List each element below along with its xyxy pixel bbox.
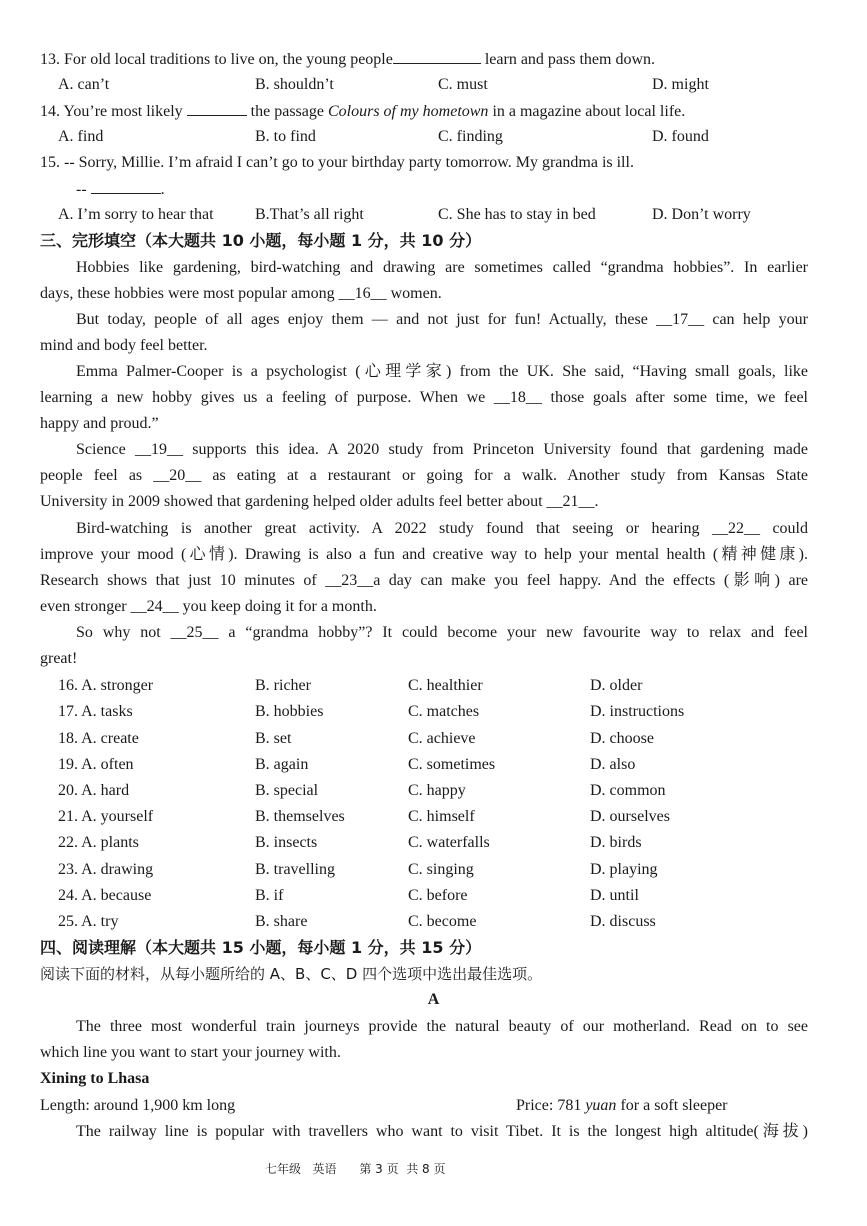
q25-option-c: C. become [408, 913, 477, 930]
q14-option-a: A. find [58, 128, 104, 145]
cloze-line-5: Emma Palmer-Cooper is a psychologist (心理学家) from the UK. She said, “Having small goals, like [76, 363, 808, 380]
q14-stem [40, 101, 685, 122]
q16-option-b: B. richer [255, 677, 311, 694]
q15-option-a: A. I’m sorry to hear that [58, 206, 214, 223]
q13-stem-before: 13. For old local traditions to live on, the young people [40, 51, 393, 68]
q14-passage-title: Colours of my hometown [327, 103, 489, 120]
q17-option-a: 17. A. tasks [58, 703, 133, 720]
q14-blank [187, 101, 247, 116]
q15-blank [91, 179, 161, 194]
q22-option-d: D. birds [590, 834, 642, 851]
q23-option-d: D. playing [590, 861, 658, 878]
passage-intro-1: The three most wonderful train journeys provide the natural beauty of our motherland. Read on to see [76, 1018, 808, 1035]
route-body-1: The railway line is popular with travellers who want to visit Tibet. It is the longest high altitude(海拔) [76, 1123, 808, 1140]
cloze-line-8: Science __19__ supports this idea. A 2020 study from Princeton University found that gardening made [76, 441, 808, 458]
q24-option-a: 24. A. because [58, 887, 152, 904]
route-price [516, 1096, 728, 1116]
cloze-line-3: But today, people of all ages enjoy them — and not just for fun! Actually, these __17__ can help your [76, 311, 808, 328]
q17-option-b: B. hobbies [255, 703, 324, 720]
q13-option-c: C. must [438, 76, 488, 93]
q14-option-d: D. found [652, 128, 709, 145]
q18-option-c: C. achieve [408, 730, 476, 747]
cloze-line-1: Hobbies like gardening, bird-watching and drawing are sometimes called “grandma hobbies”. In earlier [76, 259, 808, 276]
q25-option-d: D. discuss [590, 913, 656, 930]
q14-stem-mid: the passage [250, 103, 324, 120]
page-footer: 七年级 英语 第 3 页 共 8 页 [265, 1162, 446, 1176]
q22-option-b: B. insects [255, 834, 318, 851]
q19-option-a: 19. A. often [58, 756, 134, 773]
route-price-prefix: Price: 781 [516, 1097, 582, 1114]
q18-option-d: D. choose [590, 730, 654, 747]
passage-label: A [427, 991, 440, 1008]
cloze-line-16: great! [40, 650, 78, 667]
q16-option-c: C. healthier [408, 677, 483, 694]
q19-option-c: C. sometimes [408, 756, 496, 773]
cloze-line-6: learning a new hobby gives us a feeling of purpose. When we __18__ those goals after some time, we feel [40, 389, 808, 406]
q19-option-d: D. also [590, 756, 636, 773]
q21-option-a: 21. A. yourself [58, 808, 154, 825]
route-title: Xining to Lhasa [40, 1070, 150, 1087]
q15-option-d: D. Don’t worry [652, 206, 751, 223]
cloze-line-4: mind and body feel better. [40, 337, 208, 354]
q25-option-a: 25. A. try [58, 913, 119, 930]
cloze-line-11: Bird-watching is another great activity. A 2022 study found that seeing or hearing __22__ could [76, 520, 808, 537]
cloze-line-10: University in 2009 showed that gardening helped older adults feel better about __21__. [40, 493, 599, 510]
q16-option-d: D. older [590, 677, 643, 694]
q13-stem-after: learn and pass them down. [484, 51, 656, 68]
q15-reply [76, 179, 165, 200]
q15-reply-prefix: -- [76, 181, 87, 198]
cloze-line-15: So why not __25__ a “grandma hobby”? It could become your new favourite way to relax and feel [76, 624, 808, 641]
route-price-suffix: for a soft sleeper [620, 1097, 728, 1114]
section3-heading: 三、完形填空（本大题共 10 小题，每小题 1 分，共 10 分） [40, 231, 482, 250]
q15-stem: 15. -- Sorry, Millie. I’m afraid I can’t go to your birthday party tomorrow. My grandma is ill. [40, 154, 634, 171]
q15-option-b: B.That’s all right [255, 206, 364, 223]
q21-option-d: D. ourselves [590, 808, 670, 825]
cloze-line-12: improve your mood (心情). Drawing is also a fun and creative way to help your mental health (精神健康). [40, 546, 808, 563]
q14-stem-before: 14. You’re most likely [40, 103, 183, 120]
cloze-line-13: Research shows that just 10 minutes of __23__a day can make you feel happy. And the effects (影响) are [40, 572, 808, 589]
q22-option-a: 22. A. plants [58, 834, 139, 851]
q14-option-b: B. to find [255, 128, 316, 145]
q16-option-a: 16. A. stronger [58, 677, 154, 694]
q13-option-d: D. might [652, 76, 709, 93]
section4-instruction: 阅读下面的材料，从每小题所给的 A、B、C、D 四个选项中选出最佳选项。 [40, 965, 543, 983]
q24-option-b: B. if [255, 887, 284, 904]
q13-stem [40, 49, 655, 70]
q17-option-c: C. matches [408, 703, 480, 720]
q13-option-a: A. can’t [58, 76, 110, 93]
q20-option-c: C. happy [408, 782, 466, 799]
q17-option-d: D. instructions [590, 703, 685, 720]
q13-option-b: B. shouldn’t [255, 76, 334, 93]
q22-option-c: C. waterfalls [408, 834, 490, 851]
route-price-unit: yuan [585, 1097, 617, 1114]
cloze-line-14: even stronger __24__ you keep doing it for a month. [40, 598, 377, 615]
q24-option-c: C. before [408, 887, 468, 904]
cloze-line-7: happy and proud.” [40, 415, 159, 432]
route-length: Length: around 1,900 km long [40, 1097, 236, 1114]
q18-option-b: B. set [255, 730, 292, 747]
q19-option-b: B. again [255, 756, 309, 773]
q15-reply-suffix: . [160, 181, 165, 198]
q18-option-a: 18. A. create [58, 730, 139, 747]
cloze-line-9: people feel as __20__ as eating at a restaurant or going for a walk. Another study from Kansas State [40, 467, 808, 484]
q14-stem-after: in a magazine about local life. [492, 103, 686, 120]
section4-heading: 四、阅读理解（本大题共 15 小题，每小题 1 分，共 15 分） [40, 938, 482, 957]
q23-option-b: B. travelling [255, 861, 335, 878]
q21-option-b: B. themselves [255, 808, 345, 825]
cloze-line-2: days, these hobbies were most popular among __16__ women. [40, 285, 442, 302]
q20-option-b: B. special [255, 782, 319, 799]
q21-option-c: C. himself [408, 808, 475, 825]
q24-option-d: D. until [590, 887, 639, 904]
q14-option-c: C. finding [438, 128, 503, 145]
q13-blank [393, 49, 481, 64]
q25-option-b: B. share [255, 913, 308, 930]
q23-option-a: 23. A. drawing [58, 861, 154, 878]
q23-option-c: C. singing [408, 861, 474, 878]
q20-option-a: 20. A. hard [58, 782, 130, 799]
q15-option-c: C. She has to stay in bed [438, 206, 596, 223]
passage-intro-2: which line you want to start your journey with. [40, 1044, 341, 1061]
q20-option-d: D. common [590, 782, 666, 799]
